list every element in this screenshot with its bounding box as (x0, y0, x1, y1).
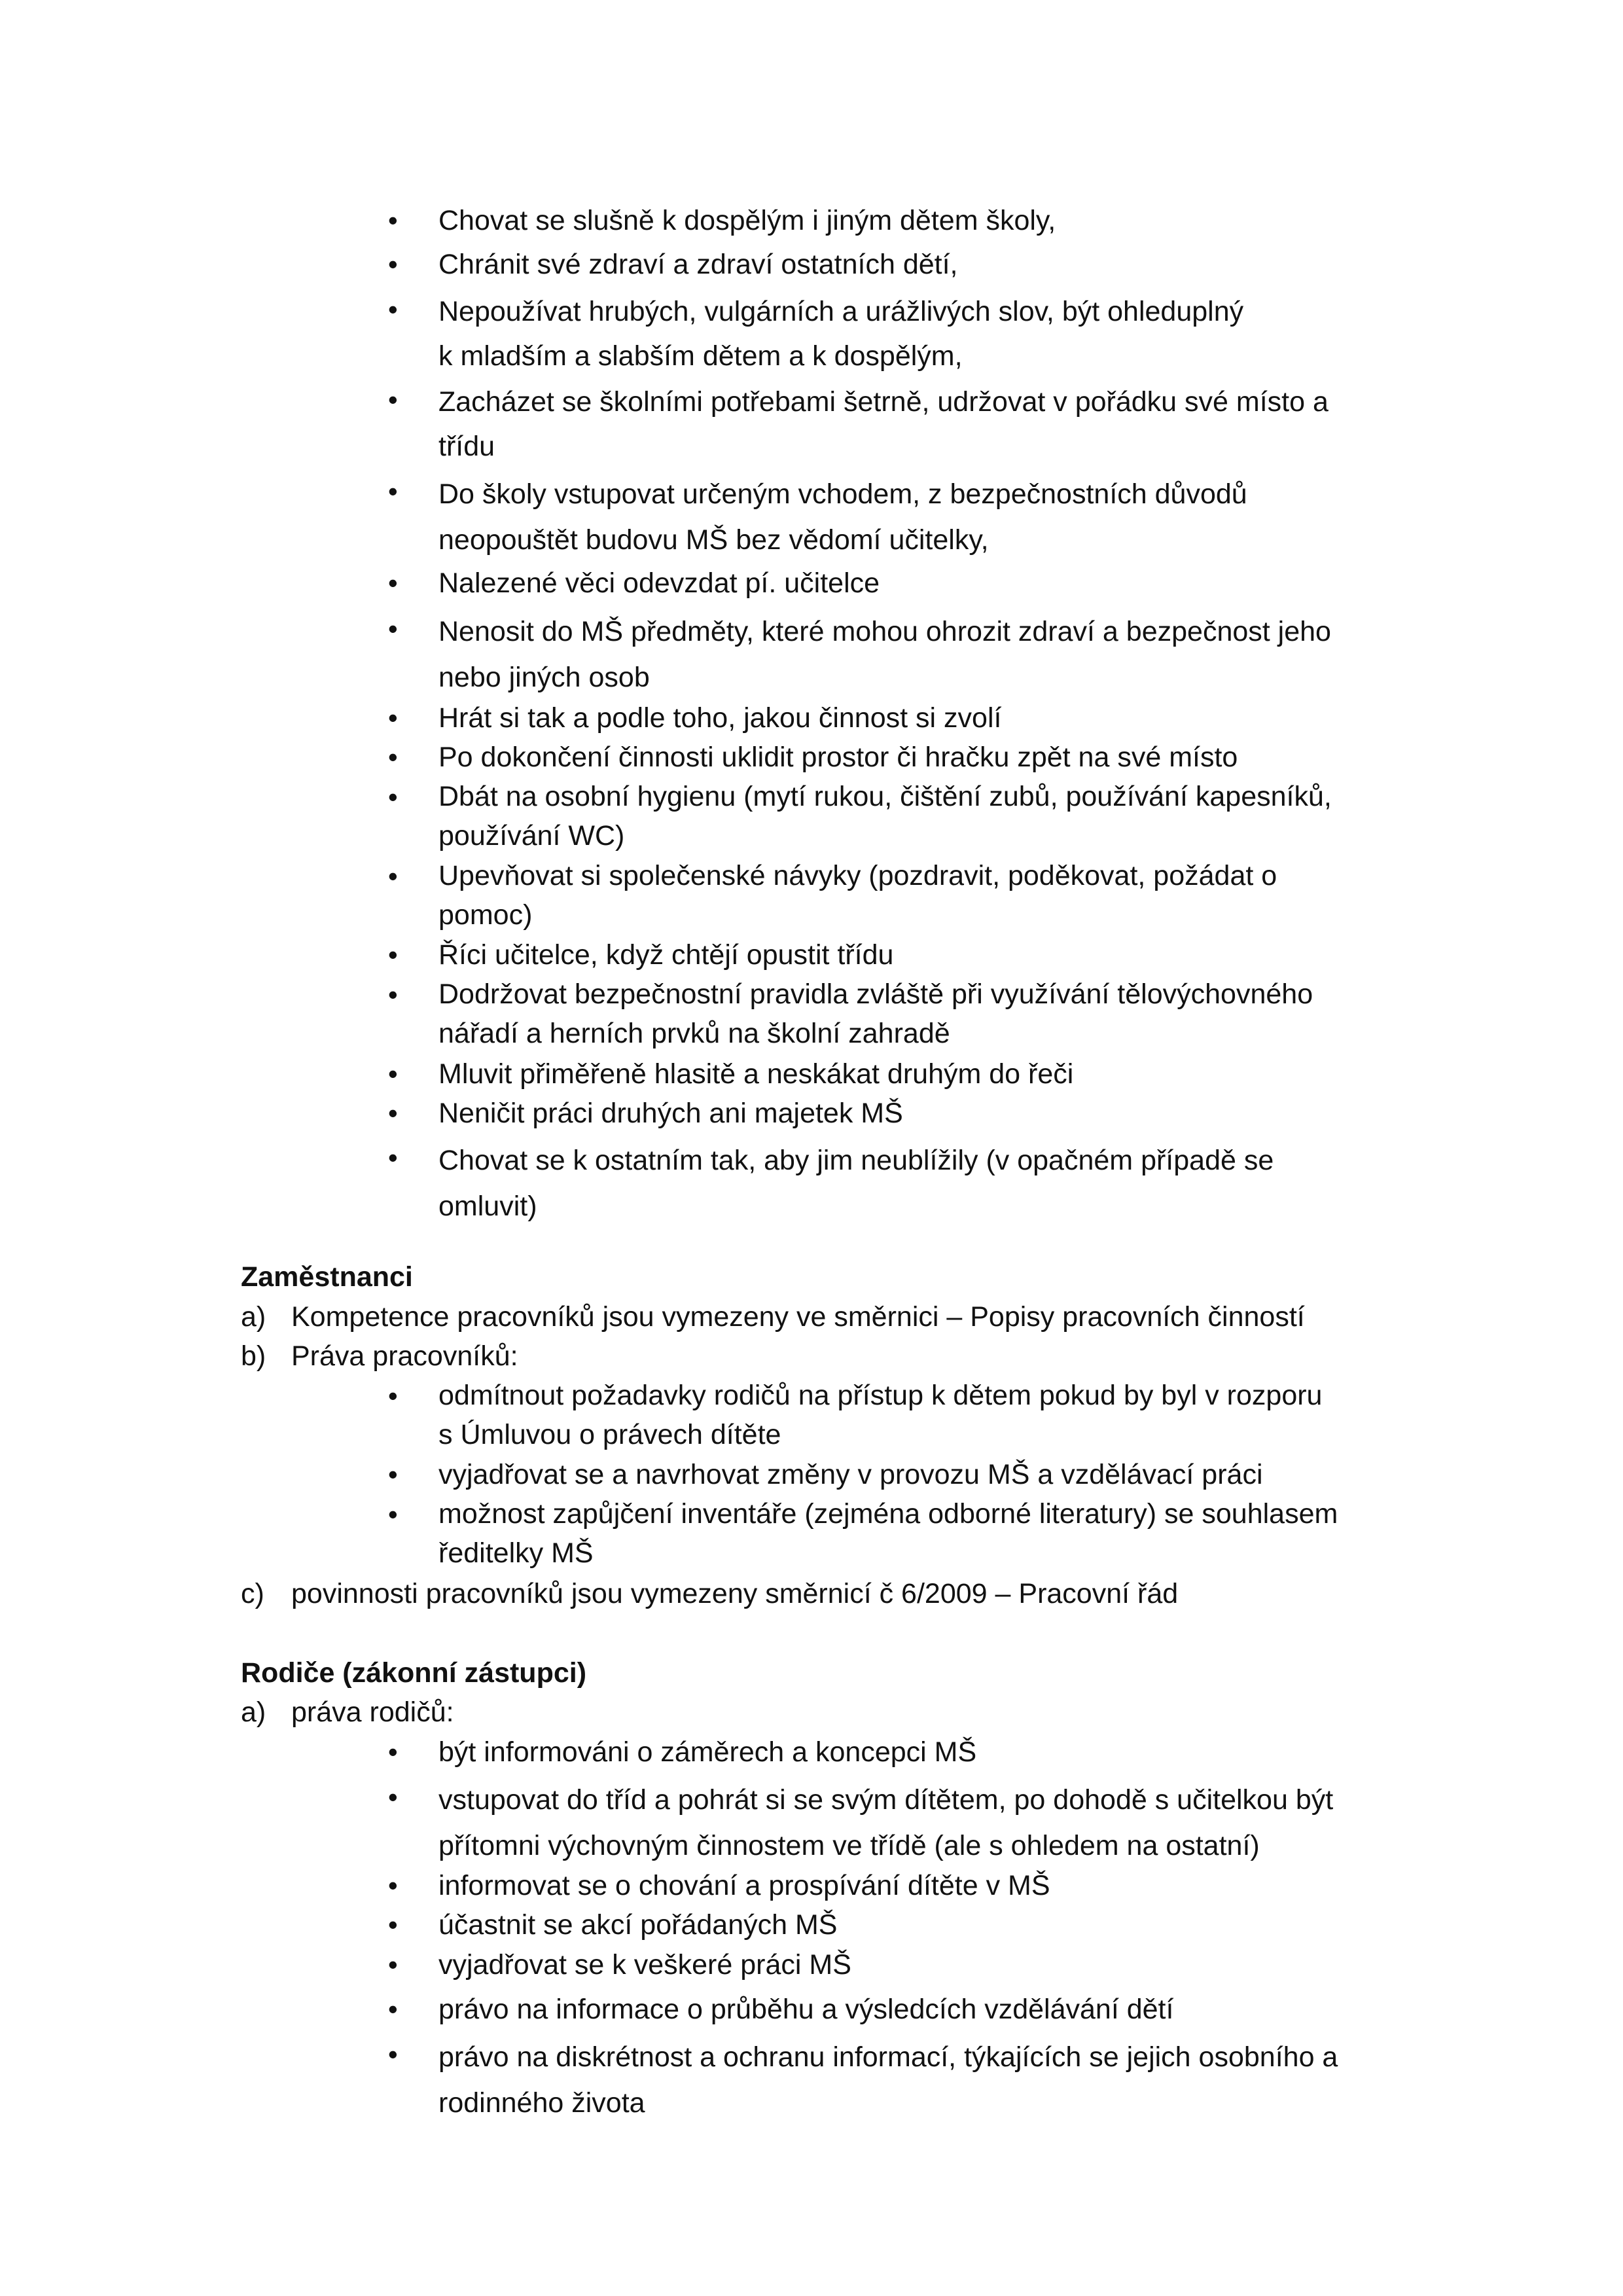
bullet: • (388, 1459, 398, 1490)
list-item: Nepoužívat hrubých, vulgárních a urážlivých slov, být ohleduplný k mladším a slabším dětem a k dospělým, (438, 296, 1244, 372)
bullet: • (388, 1949, 398, 1980)
section-heading: Zaměstnanci (241, 1261, 413, 1293)
bullet: • (388, 979, 398, 1010)
section-heading: Rodiče (zákonní zástupci) (241, 1657, 587, 1689)
list-letter: b) (241, 1340, 266, 1372)
list-item: Hrát si tak a podle toho, jakou činnost si zvolí (438, 702, 1002, 734)
bullet: • (388, 1870, 398, 1901)
bullet: • (388, 294, 398, 325)
list-item: Do školy vstupovat určeným vchodem, z bezpečnostních důvodů neopouštět budovu MŠ bez vědomí učitelky, (438, 478, 1247, 556)
list-item: Práva pracovníků: (291, 1340, 518, 1372)
list-letter: a) (241, 1696, 266, 1728)
list-item: Dbát na osobní hygienu (mytí rukou, čištění zubů, používání kapesníků, používání WC) (438, 781, 1332, 852)
bullet: • (388, 1142, 398, 1173)
bullet: • (388, 613, 398, 644)
list-item: vyjadřovat se a navrhovat změny v provozu MŠ a vzdělávací práci (438, 1459, 1263, 1490)
list-item: Chovat se k ostatním tak, aby jim neublížily (v opačném případě se omluvit) (438, 1145, 1274, 1222)
bullet: • (388, 567, 398, 598)
bullet: • (388, 861, 398, 891)
bullet: • (388, 1499, 398, 1530)
bullet: • (388, 939, 398, 970)
list-item: Nalezené věci odevzdat pí. učitelce (438, 567, 880, 599)
list-item: Nenosit do MŠ předměty, které mohou ohrozit zdraví a bezpečnost jeho nebo jiných osob (438, 616, 1331, 693)
bullet: • (388, 1782, 398, 1812)
list-item: Chránit své zdraví a zdraví ostatních dětí, (438, 249, 958, 280)
list-item: právo na informace o průběhu a výsledcích vzdělávání dětí (438, 1994, 1174, 2025)
list-letter: a) (241, 1301, 266, 1333)
list-item: Neničit práci druhých ani majetek MŠ (438, 1098, 903, 1129)
list-item: Mluvit přiměřeně hlasitě a neskákat druhým do řeči (438, 1058, 1074, 1090)
list-item: odmítnout požadavky rodičů na přístup k dětem pokud by byl v rozporu s Úmluvou o právech dítěte (438, 1380, 1323, 1450)
list-item: vyjadřovat se k veškeré práci MŠ (438, 1949, 851, 1981)
bullet: • (388, 1994, 398, 2024)
list-item: povinnosti pracovníků jsou vymezeny směrnicí č 6/2009 – Pracovní řád (291, 1578, 1179, 1609)
bullet: • (388, 1380, 398, 1411)
bullet: • (388, 249, 398, 279)
list-item: Dodržovat bezpečnostní pravidla zvláště při využívání tělovýchovného nářadí a herních prvků na školní zahradě (438, 978, 1313, 1049)
list-item: Říci učitelce, když chtějí opustit třídu (438, 939, 894, 971)
list-item: právo na diskrétnost a ochranu informací, týkajících se jejich osobního a rodinného života (438, 2041, 1338, 2119)
list-letter: c) (241, 1578, 264, 1609)
bullet: • (388, 702, 398, 733)
bullet: • (388, 205, 398, 236)
bullet: • (388, 1909, 398, 1940)
bullet: • (388, 1098, 398, 1128)
list-item: Kompetence pracovníků jsou vymezeny ve směrnici – Popisy pracovních činností (291, 1301, 1305, 1333)
list-item: Po dokončení činnosti uklidit prostor či hračku zpět na své místo (438, 742, 1238, 773)
list-item: práva rodičů: (291, 1696, 454, 1728)
list-item: Chovat se slušně k dospělým i jiným dětem školy, (438, 205, 1056, 236)
bullet: • (388, 1058, 398, 1089)
bullet: • (388, 384, 398, 415)
list-item: být informováni o záměrech a koncepci MŠ (438, 1736, 977, 1768)
list-item: vstupovat do tříd a pohrát si se svým dítětem, po dohodě s učitelkou být přítomni výchovným činnostem ve třídě (ale s ohledem na ostatní) (438, 1784, 1334, 1861)
bullet: • (388, 1736, 398, 1767)
bullet: • (388, 476, 398, 507)
list-item: možnost zapůjčení inventáře (zejména odborné literatury) se souhlasem ředitelky MŠ (438, 1498, 1338, 1569)
bullet: • (388, 781, 398, 812)
bullet: • (388, 2039, 398, 2070)
list-item: Zacházet se školními potřebami šetrně, udržovat v pořádku své místo a třídu (438, 386, 1329, 462)
list-item: Upevňovat si společenské návyky (pozdravit, poděkovat, požádat o pomoc) (438, 860, 1277, 931)
bullet: • (388, 742, 398, 772)
list-item: účastnit se akcí pořádaných MŠ (438, 1909, 838, 1941)
list-item: informovat se o chování a prospívání dítěte v MŠ (438, 1870, 1050, 1901)
